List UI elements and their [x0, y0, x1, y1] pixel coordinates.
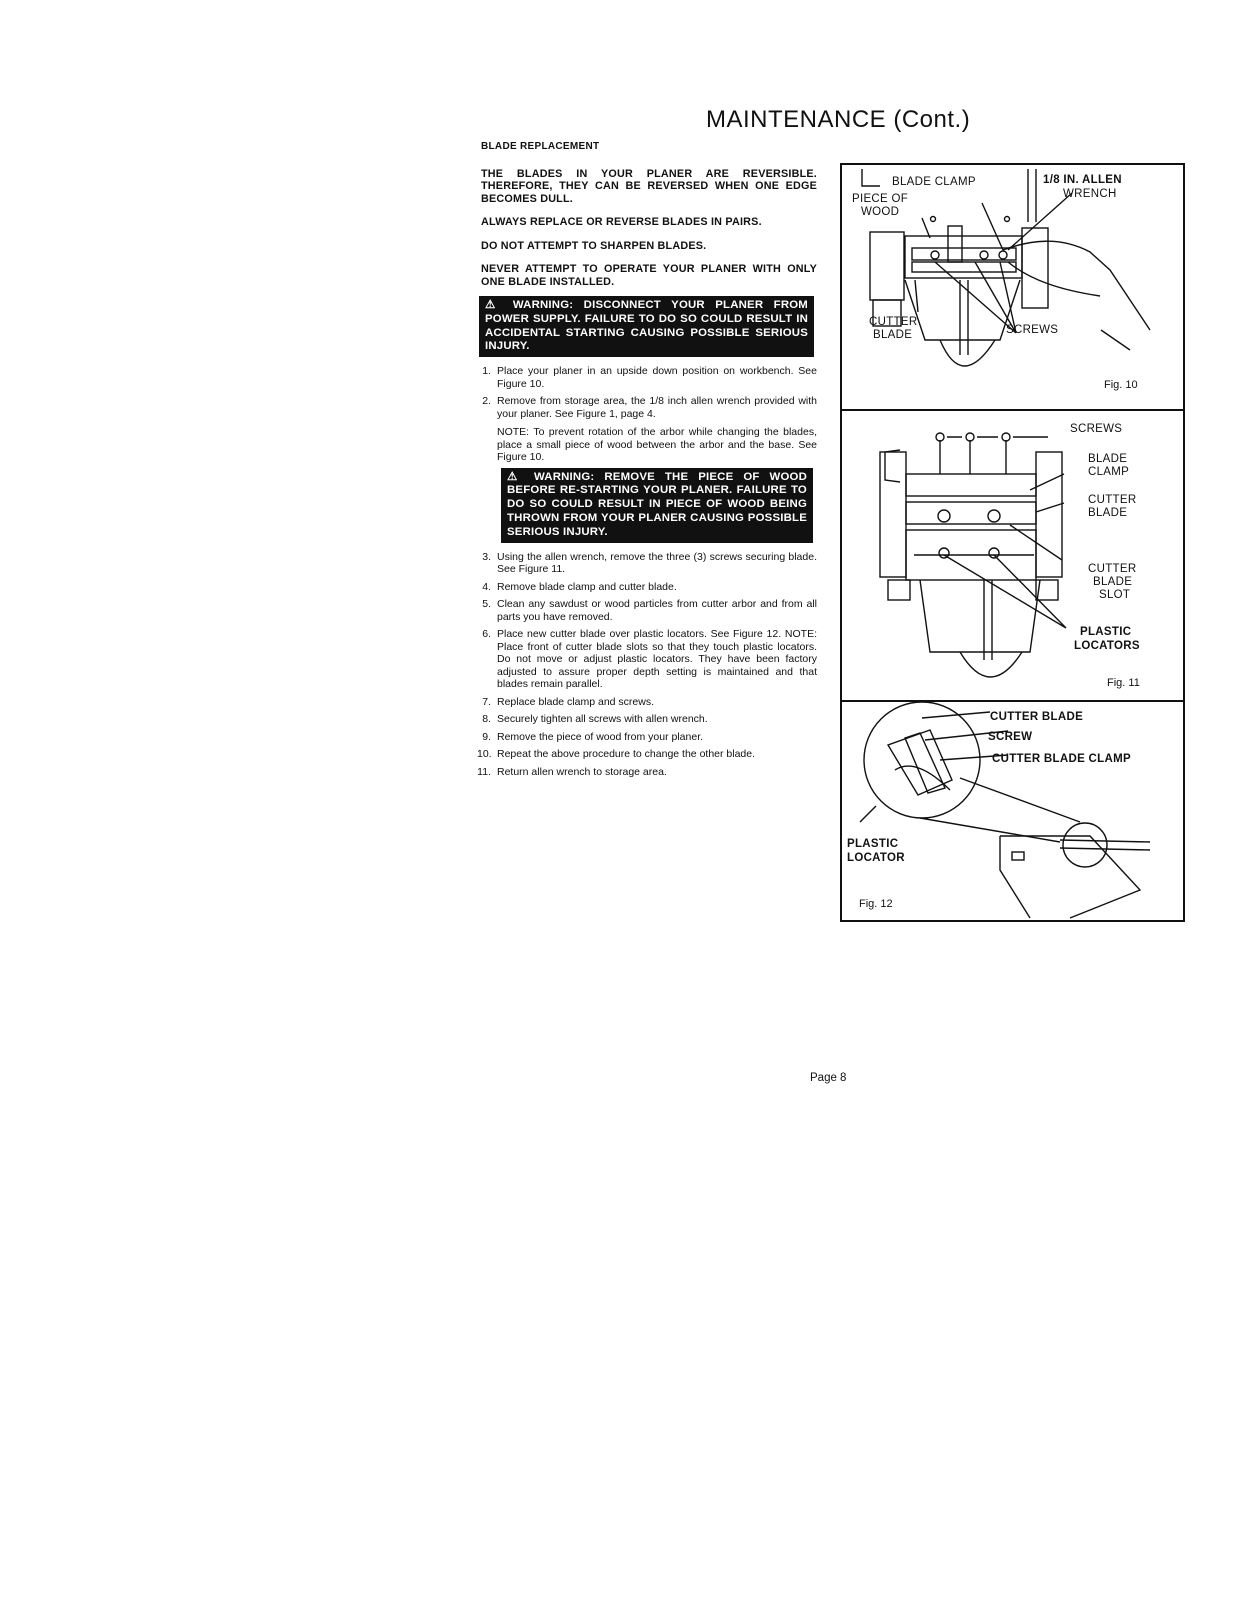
label-cutter-blade: BLADE [1088, 507, 1128, 519]
label-piece-of-wood: WOOD [861, 206, 900, 218]
step-item: 1. Place your planer in an upside down position on workbench. See Figure 10. [482, 365, 817, 390]
label-screw: SCREW [988, 731, 1033, 743]
label-screws: SCREWS [1006, 324, 1059, 336]
caps-paragraph: DO NOT ATTEMPT TO SHARPEN BLADES. [481, 239, 707, 252]
label-cutter-blade: CUTTER [1088, 494, 1137, 506]
note-label: NOTE: [497, 426, 530, 439]
label-cutter-blade: CUTTER BLADE [990, 711, 1084, 723]
page-title: MAINTENANCE (Cont.) [706, 106, 971, 133]
step-item: 6. Place new cutter blade over plastic locators. See Figure 12. NOTE: Place front of cutter blade slots so that they touch plastic locators. Do not move or adjust plastic locators. They have been factory adjusted to assure proper depth setting is maintained and that blades remain parallel. [482, 628, 817, 691]
step-item: 8. Securely tighten all screws with allen wrench. [482, 713, 708, 726]
warning-remove-wood: ⚠ WARNING: REMOVE THE PIECE OF WOOD BEFORE RE-STARTING YOUR PLANER. FAILURE TO DO SO COULD RESULT IN PIECE OF WOOD BEING THROWN FROM YOUR PLANER CAUSING POSSIBLE SERIOUS INJURY. [501, 468, 813, 543]
step-item: 11. Return allen wrench to storage area. [477, 765, 667, 778]
label-blade-clamp: BLADE [1088, 453, 1128, 465]
label-cutter-blade: BLADE [873, 329, 913, 341]
step-item: 2. Remove from storage area, the 1/8 inch allen wrench provided with your planer. See Figure 1, page 4. [482, 395, 817, 420]
caps-paragraph: THE BLADES IN YOUR PLANER ARE REVERSIBLE. THEREFORE, THEY CAN BE REVERSED WHEN ONE EDGE BECOMES DULL. [481, 167, 817, 205]
label-allen-wrench: WRENCH [1063, 188, 1117, 200]
caps-paragraph: NEVER ATTEMPT TO OPERATE YOUR PLANER WITH ONLY ONE BLADE INSTALLED. [481, 263, 817, 288]
label-cutter-blade-clamp: CUTTER BLADE CLAMP [992, 753, 1131, 765]
note-text: To prevent rotation of the arbor while changing the blades, place a small piece of wood between the arbor and the base. See Figure 10. [497, 426, 817, 464]
step-item: 7. Replace blade clamp and screws. [482, 695, 654, 708]
label-plastic-locator: LOCATOR [847, 852, 905, 864]
step-item: 3. Using the allen wrench, remove the three (3) screws securing blade. See Figure 11. [482, 550, 817, 576]
section-heading: BLADE REPLACEMENT [481, 141, 600, 152]
label-cutter-blade-slot: CUTTER [1088, 563, 1137, 575]
label-plastic-locator: PLASTIC [847, 838, 899, 850]
label-screws: SCREWS [1070, 423, 1123, 435]
label-cutter-blade-slot: SLOT [1099, 589, 1131, 601]
caps-paragraph: ALWAYS REPLACE OR REVERSE BLADES IN PAIRS. [481, 216, 762, 228]
label-allen-wrench: 1/8 IN. ALLEN [1043, 174, 1122, 186]
label-cutter-blade-slot: BLADE [1093, 576, 1133, 588]
page-number: Page 8 [810, 1072, 847, 1084]
fig12-caption: Fig. 12 [859, 898, 893, 910]
warning-disconnect: ⚠ WARNING: DISCONNECT YOUR PLANER FROM POWER SUPPLY. FAILURE TO DO SO COULD RESULT IN ACCIDENTAL STARTING CAUSING POSSIBLE SERIOUS INJURY. [479, 296, 814, 357]
label-plastic-locators: LOCATORS [1074, 640, 1140, 652]
label-blade-clamp: BLADE CLAMP [892, 176, 976, 188]
step-item: 4. Remove blade clamp and cutter blade. [482, 580, 677, 593]
label-plastic-locators: PLASTIC [1080, 626, 1132, 638]
label-piece-of-wood: PIECE OF [852, 193, 909, 205]
step-item: 10. Repeat the above procedure to change the other blade. [477, 748, 756, 761]
fig11-illustration [880, 433, 1066, 677]
step-item: 9. Remove the piece of wood from your planer. [482, 730, 704, 743]
fig11-caption: Fig. 11 [1107, 677, 1140, 689]
label-blade-clamp: CLAMP [1088, 466, 1130, 478]
label-cutter-blade: CUTTER [869, 316, 918, 328]
step-item: 5. Clean any sawdust or wood particles from cutter arbor and from all parts you have removed. [482, 598, 817, 623]
fig10-caption: Fig. 10 [1104, 379, 1138, 391]
